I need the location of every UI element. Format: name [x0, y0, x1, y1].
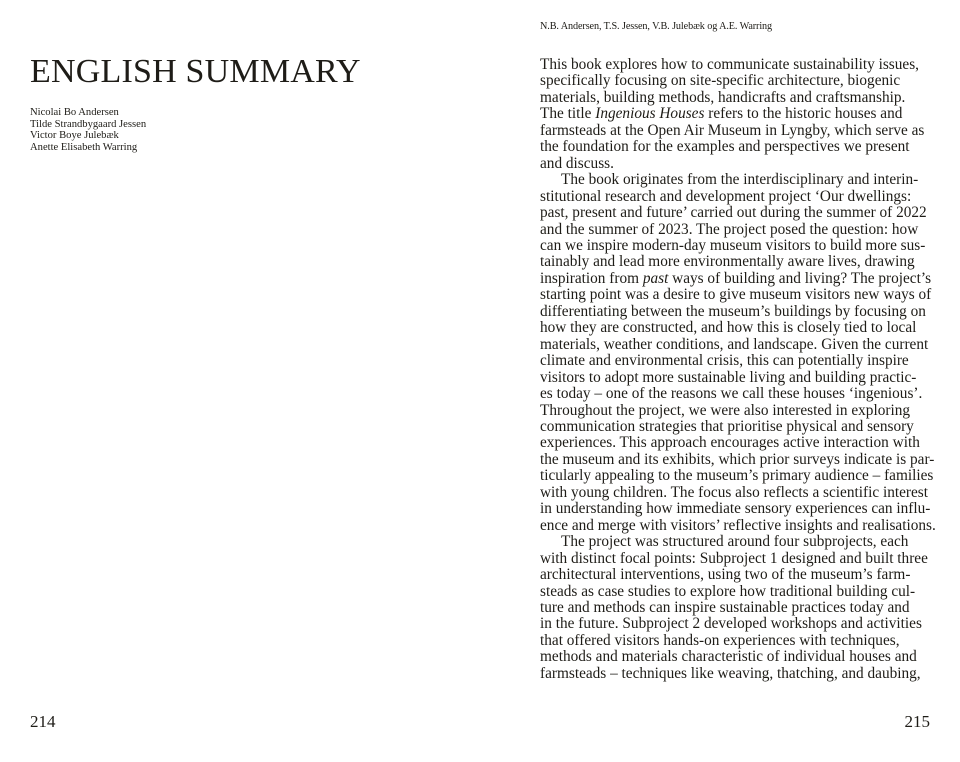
text-line: experiences. This approach encourages active interaction with: [540, 434, 920, 452]
right-page: [480, 0, 960, 762]
text-line: The project was structured around four subprojects, each: [561, 533, 909, 551]
author-name: Victor Boye Julebæk: [30, 130, 119, 142]
text-line: that offered visitors hands-on experiences with techniques,: [540, 631, 900, 649]
page-number-right: 215: [904, 712, 930, 731]
text-line: [540, 271, 940, 287]
text-line: in the future. Subproject 2 developed workshops and activities: [540, 615, 922, 633]
text-line: steads as case studies to explore how traditional building cul-: [540, 582, 916, 600]
text-line: visitors to adopt more sustainable living and building practic-: [540, 368, 917, 386]
body-text: [540, 57, 940, 682]
text-line: starting point was a desire to give museum visitors new ways of: [540, 286, 932, 304]
italic-text: Ingenious Houses: [595, 105, 705, 123]
text-line: how they are constructed, and how this is closely tied to local: [540, 319, 917, 337]
italic-text: past: [642, 269, 669, 287]
text-line: and discuss.: [540, 154, 614, 172]
running-head: N.B. Andersen, T.S. Jessen, V.B. Julebæk og A.E. Warring: [540, 21, 773, 32]
text-line: the museum and its exhibits, which prior surveys indicate is par-: [540, 450, 935, 468]
text-run: refers to the historic houses and: [704, 105, 903, 123]
text-line: specifically focusing on site-specific architecture, biogenic: [540, 72, 901, 90]
text-line: [540, 106, 940, 122]
author-name: Anette Elisabeth Warring: [30, 141, 138, 153]
page-number-left: 214: [30, 712, 56, 731]
text-line: communication strategies that prioritise physical and sensory: [540, 417, 914, 435]
text-line: materials, weather conditions, and landscape. Given the current: [540, 335, 929, 353]
text-line: ticularly appealing to the museum’s primary audience – families: [540, 467, 934, 485]
chapter-title: ENGLISH SUMMARY: [30, 53, 361, 90]
text-line: climate and environmental crisis, this can potentially inspire: [540, 352, 909, 370]
text-line: differentiating between the museum’s buildings by focusing on: [540, 302, 926, 320]
text-line: farmsteads – techniques like weaving, thatching, and daubing,: [540, 664, 921, 682]
author-name: Nicolai Bo Andersen: [30, 107, 119, 118]
text-line: es today – one of the reasons we call these houses ‘ingenious’.: [540, 385, 923, 403]
text-line: with distinct focal points: Subproject 1 designed and built three: [540, 549, 928, 567]
author-name: Tilde Strandbygaard Jessen: [30, 118, 147, 130]
text-line: with young children. The focus also reflects a scientific interest: [540, 483, 928, 501]
text-line: farmsteads at the Open Air Museum in Lyngby, which serve as: [540, 121, 925, 139]
text-line: stitutional research and development project ‘Our dwellings:: [540, 187, 912, 205]
text-line: in understanding how immediate sensory experiences can influ-: [540, 500, 931, 518]
text-line: past, present and future’ carried out during the summer of 2022: [540, 204, 927, 222]
text-line: architectural interventions, using two of the museum’s farm-: [540, 566, 911, 584]
text-line: the foundation for the examples and perspectives we present: [540, 138, 910, 156]
text-line: ture and methods can inspire sustainable practices today and: [540, 598, 910, 616]
text-line: Throughout the project, we were also interested in exploring: [540, 401, 910, 419]
text-line: tainably and lead more environmentally aware lives, drawing: [540, 253, 915, 271]
text-run: ways of building and living? The project’s: [668, 269, 932, 287]
text-line: can we inspire modern-day museum visitors to build more sus-: [540, 236, 926, 254]
text-line: and the summer of 2023. The project posed the question: how: [540, 220, 919, 238]
text-line: methods and materials characteristic of individual houses and: [540, 648, 917, 666]
text-run: The title: [540, 105, 596, 123]
author-list: [30, 107, 146, 153]
text-line: The book originates from the interdisciplinary and interin-: [561, 171, 919, 189]
text-line: materials, building methods, handicrafts and craftsmanship.: [540, 88, 906, 106]
text-run: inspiration from: [540, 269, 643, 287]
text-line: This book explores how to communicate sustainability issues,: [540, 56, 919, 73]
text-line: ence and merge with visitors’ reflective insights and realisations.: [540, 516, 936, 534]
